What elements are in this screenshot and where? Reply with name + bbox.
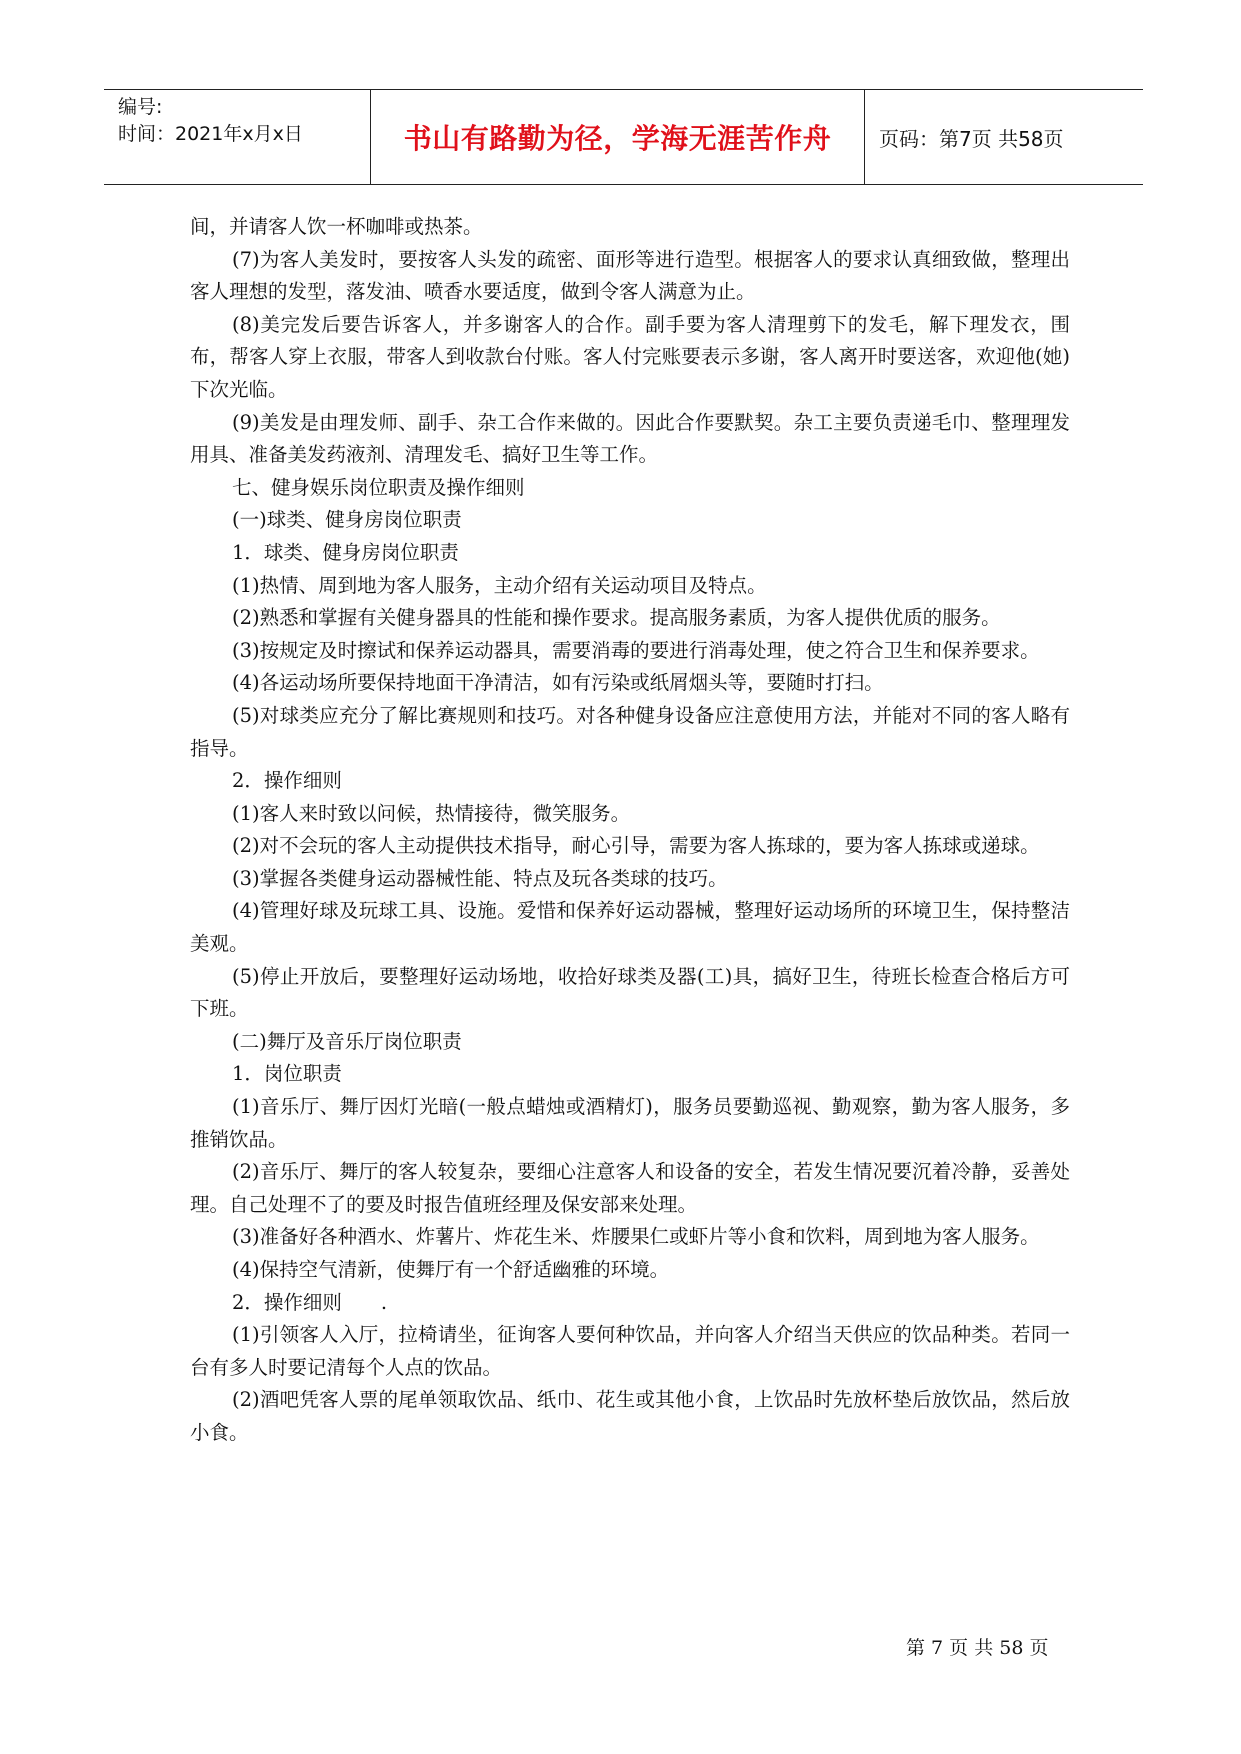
body-paragraph: (二)舞厅及音乐厅岗位职责 — [232, 1029, 462, 1053]
motto-text: 书山有路勤为径，学海无涯苦作舟 — [403, 122, 832, 155]
header-meta-cell — [104, 90, 371, 184]
body-paragraph: (3)按规定及时擦试和保养运动器具，需要消毒的要进行消毒处理，使之符合卫生和保养要求。 — [232, 638, 1040, 662]
body-paragraph: 七、健身娱乐岗位职责及操作细则 — [232, 475, 525, 499]
body-paragraph: (4)各运动场所要保持地面干净清洁，如有污染或纸屑烟头等，要随时打扫。 — [232, 671, 884, 695]
body-paragraph: 2．操作细则 . — [232, 1290, 388, 1314]
body-paragraph: (一)球类、健身房岗位职责 — [232, 508, 462, 532]
document-time-label: 时间：2021年x月x日 — [118, 123, 303, 145]
body-paragraph: (2)对不会玩的客人主动提供技术指导，耐心引导，需要为客人拣球的，要为客人拣球或递球。 — [232, 834, 1040, 858]
body-paragraph: (2)酒吧凭客人票的尾单领取饮品、纸巾、花生或其他小食，上饮品时先放杯垫后放饮品，然后放小食。 — [190, 1388, 1070, 1444]
document-number-label: 编号: — [118, 96, 163, 118]
body-paragraph: (8)美完发后要告诉客人，并多谢客人的合作。副手要为客人清理剪下的发毛，解下理发衣，围布，帮客人穿上衣服，带客人到收款台付账。客人付完账要表示多谢，客人离开时要送客，欢迎他(她)下次光临。 — [190, 312, 1070, 401]
body-paragraph: (1)客人来时致以问候，热情接待，微笑服务。 — [232, 801, 631, 825]
body-paragraph: 2．操作细则 — [232, 769, 342, 793]
body-paragraph: (3)准备好各种酒水、炸薯片、炸花生米、炸腰果仁或虾片等小食和饮料，周到地为客人服务。 — [232, 1225, 1040, 1249]
header-motto-cell — [371, 90, 865, 184]
body-paragraph: 1．球类、健身房岗位职责 — [232, 540, 459, 564]
body-paragraph: (2)音乐厅、舞厅的客人较复杂，要细心注意客人和设备的安全，若发生情况要沉着冷静，妥善处理。自己处理不了的要及时报告值班经理及保安部来处理。 — [190, 1160, 1070, 1216]
body-paragraph: (1)音乐厅、舞厅因灯光暗(一般点蜡烛或酒精灯)，服务员要勤巡视、勤观察，勤为客人服务，多推销饮品。 — [190, 1095, 1070, 1151]
body-paragraph: 间，并请客人饮一杯咖啡或热茶。 — [190, 215, 483, 238]
page-footer: 第 7 页 共 58 页 — [906, 1637, 1049, 1659]
body-paragraph: (7)为客人美发时，要按客人头发的疏密、面形等进行造型。根据客人的要求认真细致做，整理出客人理想的发型，落发油、喷香水要适度，做到令客人满意为止。 — [190, 247, 1070, 304]
body-paragraph: (5)对球类应充分了解比赛规则和技巧。对各种健身设备应注意使用方法，并能对不同的客人略有指导。 — [190, 703, 1070, 760]
header-table — [104, 89, 1143, 185]
document-body — [190, 211, 1070, 1450]
body-paragraph: (9)美发是由理发师、副手、杂工合作来做的。因此合作要默契。杂工主要负责递毛巾、整理理发用具、准备美发药液剂、清理发毛、搞好卫生等工作。 — [190, 410, 1070, 467]
body-paragraph: (4)管理好球及玩球工具、设施。爱惜和保养好运动器械，整理好运动场所的环境卫生，保持整洁美观。 — [190, 899, 1070, 956]
body-paragraph: (1)热情、周到地为客人服务，主动介绍有关运动项目及特点。 — [232, 573, 767, 597]
body-paragraph: (4)保持空气清新，使舞厅有一个舒适幽雅的环境。 — [232, 1258, 670, 1281]
page-code: 页码：第7页 共58页 — [879, 126, 1064, 151]
body-paragraph: (2)熟悉和掌握有关健身器具的性能和操作要求。提高服务素质，为客人提供优质的服务。 — [232, 606, 1001, 630]
body-paragraph: (1)引领客人入厅，拉椅请坐，征询客人要何种饮品，并向客人介绍当天供应的饮品种类。若同一台有多人时要记清每个人点的饮品。 — [190, 1323, 1070, 1379]
body-paragraph: (3)掌握各类健身运动器械性能、特点及玩各类球的技巧。 — [232, 866, 728, 890]
body-paragraph: (5)停止开放后，要整理好运动场地，收拾好球类及器(工)具，搞好卫生，待班长检查合格后方可下班。 — [190, 964, 1070, 1021]
body-paragraph: 1．岗位职责 — [232, 1062, 342, 1086]
header-page-cell — [865, 90, 1143, 184]
